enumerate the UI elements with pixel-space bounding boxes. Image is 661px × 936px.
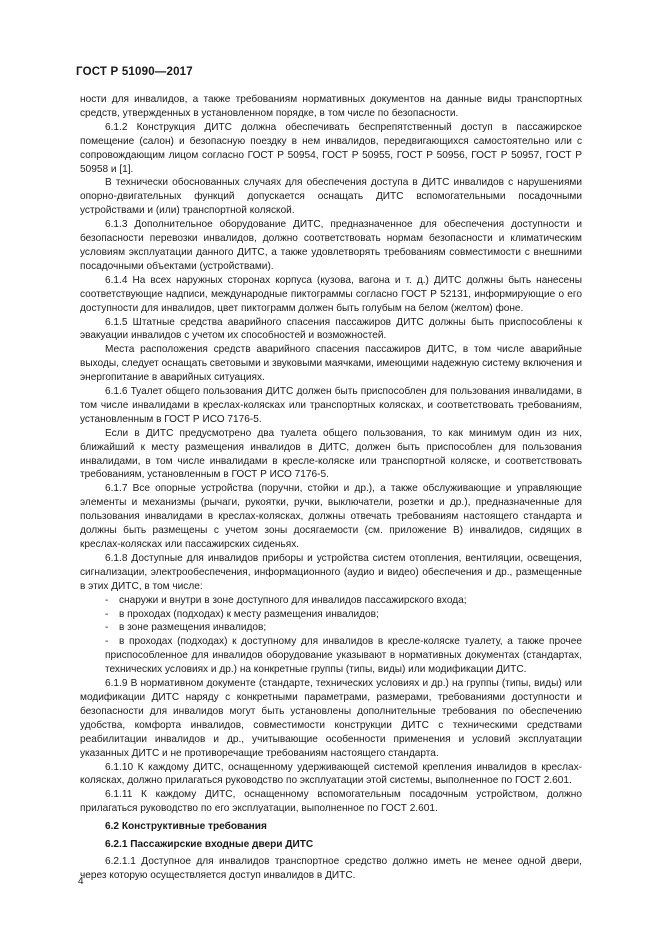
list-item-text: в зоне размещения инвалидов; [119,622,267,634]
paragraph: В технически обоснованных случаях для обеспечения доступа в ДИТС инвалидов с нарушениями опорно-двигательных функций допускается оснащать ДИТС вспомогательными посадочными устройствами и (или) транспортной коляской. [80,177,582,217]
section-heading: 6.2 Конструктивные требования [105,821,267,833]
paragraph: 6.1.4 На всех наружных сторонах корпуса (кузова, вагона и т. д.) ДИТС должны быть нанесены соответствующие надписи, международные пиктограммы согласно ГОСТ Р 52131, информирующие о его доступности для инвалидов, цвет пиктограмм должен быть голубым на белом (желтом) фоне. [80,274,582,314]
list-dash: - [105,636,109,648]
paragraph: ности для инвалидов, а также требованиям нормативных документов на данные виды транспортных средств, утвержденных в установленном порядке, в том числе по безопасности. [80,94,582,119]
section-heading: 6.2.1 Пассажирские входные двери ДИТС [105,839,314,851]
paragraph: 6.1.8 Доступные для инвалидов приборы и устройства систем отопления, вентиляции, освещения, сигнализации, электрообеспечения, информационного (аудио и видео) обеспечения и др., размещенные в этих ДИТС, в том числе: [80,552,582,592]
paragraph: 6.2.1.1 Доступное для инвалидов транспортное средство должно иметь не менее одной двери, через которую осуществляется доступ инвалидов в ДИТС. [80,855,582,881]
list-item [80,621,582,635]
paragraph: Если в ДИТС предусмотрено два туалета общего пользования, то как минимум один из них, ближайший к месту размещения инвалидов в ДИТС, должен быть приспособлен для пользования инвалидами, в том числе инвалидами в кресле-коляске или транспортной коляске, и соответствовать требованиям, установленным в ГОСТ Р ИСО 7176-5. [80,427,582,481]
paragraph: 6.1.11 К каждому ДИТС, оснащенному вспомогательным посадочным устройством, должно прилагаться руководство по его эксплуатации, выполненное по ГОСТ 2.601. [80,789,582,815]
list-item [80,594,582,608]
paragraph: 6.1.9 В нормативном документе (стандарте, технических условиях и др.) на группы (типы, виды) или модификации ДИТС наряду с конкретными параметрами, размерами, требованиями доступности и безопасности для инвалидов могут быть установлены дополнительные требования по обеспечению удобства, комфорта инвалидов, совместимости конструкции ДИТС с техническими средствами реабилитации инвалидов и др., учитывающие особенности применения и условий эксплуатации указанных ДИТС и не противоречащие требованиям настоящего стандарта. [80,678,582,759]
standard-header: ГОСТ Р 51090—2017 [76,66,193,78]
list-item [80,608,582,622]
list-item-text: снаружи и внутри в зоне доступного для инвалидов пассажирского входа; [119,594,467,606]
document-body [80,93,582,883]
list-dash: - [105,622,109,634]
paragraph: 6.1.5 Штатные средства аварийного спасения пассажиров ДИТС должны быть приспособлены к эвакуации инвалидов с учетом их способностей и возможностей. [80,316,582,342]
list-item-text: в проходах (подходах) к месту размещения инвалидов; [119,608,379,620]
paragraph: 6.1.10 К каждому ДИТС, оснащенному удерживающей системой крепления инвалидов в креслах-колясках, должно прилагаться руководство по эксплуатации этой системы, выполненное по ГОСТ 2.601. [80,761,582,787]
list-dash: - [105,608,109,620]
paragraph: Места расположения средств аварийного спасения пассажиров ДИТС, в том числе аварийные выходы, следует оснащать световыми и звуковыми маячками, имеющими надежную систему включения и энергопитание в аварийных ситуациях. [80,344,582,384]
list-item [80,635,582,677]
paragraph: 6.1.7 Все опорные устройства (поручни, стойки и др.), а также обслуживающие и управляющие элементы и механизмы (рычаги, рукоятки, ручки, выключатели, розетки и др.), предназначенные для пользования инвалидами в креслах-колясках, должны отвечать требованиям настоящего стандарта и должны быть размещены с учетом зоны досягаемости (см. приложение В) инвалидов, сидящих в креслах-колясках или пассажирских сиденьях. [80,483,582,550]
paragraph: 6.1.3 Дополнительное оборудование ДИТС, предназначенное для обеспечения доступности и безопасности перевозки инвалидов, должно соответствовать нормам безопасности и климатическим условиям эксплуатации данного ДИТС, а также удовлетворять требованиям совместимости с внешними посадочными объектами (устройствами). [80,219,582,272]
paragraph: 6.1.6 Туалет общего пользования ДИТС должен быть приспособлен для пользования инвалидами, в том числе инвалидами в креслах-колясках или транспортных колясках, и соответствовать требованиям, установленным в ГОСТ Р ИСО 7176-5. [80,386,582,425]
list-dash: - [105,594,109,606]
page-number: 4 [78,876,84,887]
paragraph: 6.1.2 Конструкция ДИТС должна обеспечивать беспрепятственный доступ в пассажирское помещение (салон) и безопасную поездку в нем инвалидов, передвигающихся самостоятельно или с сопровождающим лицом согласно ГОСТ Р 50954, ГОСТ Р 50955, ГОСТ Р 50956, ГОСТ Р 50957, ГОСТ Р 50958 и [1]. [80,121,582,175]
list-item-text: в проходах (подходах) к доступному для инвалидов в кресле-коляске туалету, а также прочее приспособленное для инвалидов оборудование указывают в нормативных документах (стандартах, технических условиях и др.) на конкретные группы (типы, виды) или модификации ДИТС. [105,636,582,676]
